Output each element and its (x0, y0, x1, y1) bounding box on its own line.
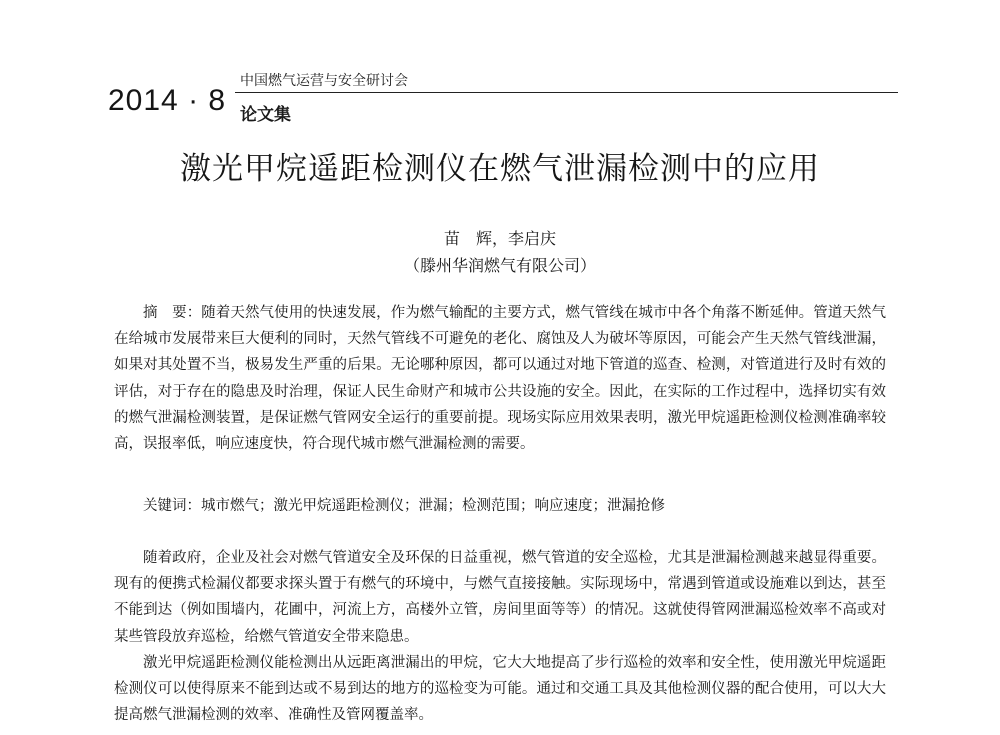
keywords (114, 493, 886, 519)
affiliation: （滕州华润燃气有限公司） (403, 256, 596, 275)
conference-name: 中国燃气运营与安全研讨会 (240, 73, 408, 89)
body-paragraph-2: 激光甲烷遥距检测仪能检测出从远距离泄漏出的甲烷，它大大地提高了步行巡检的效率和安全性，使用激光甲烷遥距检测仪可以使得原来不能到达或不易到达的地方的巡检变为可能。通过和交通工具及其他检测仪器的配合使用，可以大大提高燃气泄漏检测的效率、准确性及管网覆盖率。 (114, 655, 886, 724)
keywords-text: 城市燃气；激光甲烷遥距检测仪；泄漏；检测范围；响应速度；泄漏抢修 (201, 498, 665, 514)
collection-label: 论文集 (240, 105, 291, 125)
header-rule (235, 92, 898, 93)
abstract-text: 随着天然气使用的快速发展，作为燃气输配的主要方式，燃气管线在城市中各个角落不断延伸。管道天然气在给城市发展带来巨大便利的同时，天然气管线不可避免的老化、腐蚀及人为破坏等原因，可能会产生天然气管线泄漏，如果对其处置不当，极易发生严重的后果。无论哪种原因，都可以通过对地下管道的巡查、检测，对管道进行及时有效的评估，对于存在的隐患及时治理，保证人民生命财产和城市公共设施的安全。因此，在实际的工作过程中，选择切实有效的燃气泄漏检测装置，是保证燃气管网安全运行的重要前提。现场实际应用效果表明，激光甲烷遥距检测仪检测准确率较高，误报率低，响应速度快，符合现代城市燃气泄漏检测的需要。 (114, 305, 886, 453)
keywords-label: 关键词： (143, 498, 201, 514)
body-paragraph-1: 随着政府，企业及社会对燃气管道安全及环保的日益重视，燃气管道的安全巡检，尤其是泄漏检测越来越显得重要。现有的便携式检漏仪都要求探头置于有燃气的环境中，与燃气直接接触。实际现场中，常遇到管道或设施难以到达，甚至不能到达（例如围墙内，花圃中，河流上方，高楼外立管，房间里面等等）的情况。这就使得管网泄漏巡检效率不高或对某些管段放弃巡检，给燃气管道安全带来隐患。 (114, 550, 886, 645)
authors: 苗 辉，李启庆 (443, 229, 556, 248)
paper-title: 激光甲烷遥距检测仪在燃气泄漏检测中的应用 (180, 151, 820, 187)
issue-date: 2014 · 8 (108, 84, 227, 117)
running-header (108, 70, 898, 130)
abstract-label: 摘 要： (143, 305, 202, 321)
abstract (114, 300, 886, 457)
